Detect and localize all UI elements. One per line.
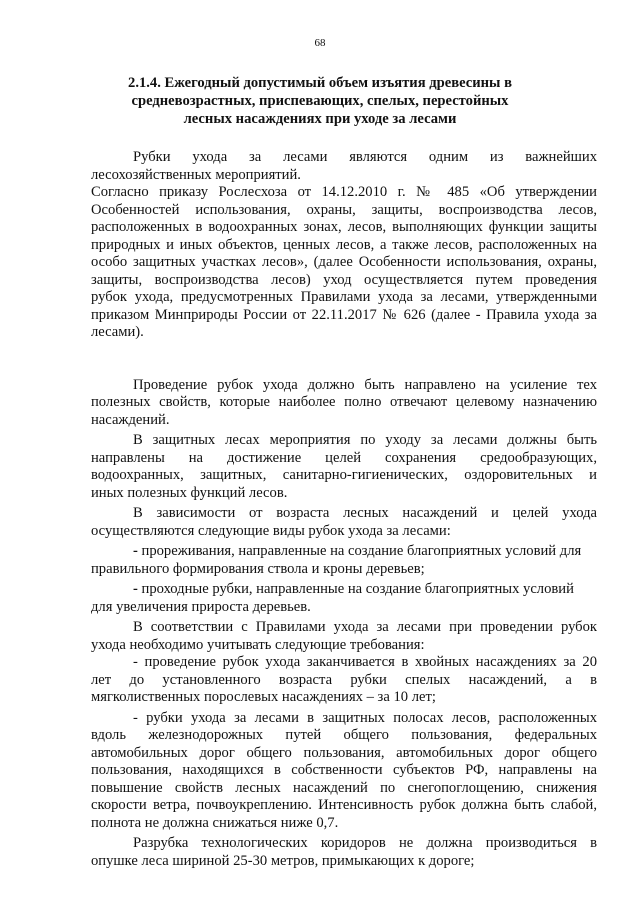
text-line: вдоль железнодорожных путей общего пользования, федеральных <box>91 727 597 743</box>
text-line: правильного формирования ствола и кроны деревьев; <box>91 560 425 577</box>
text-line: скорости ветра, почвоукреплению. Интенсивность рубок должна быть слабой, <box>91 797 597 813</box>
text-line: повышение свойств лесных насаждений по снегопоглощению, снижения <box>91 779 597 796</box>
bullet-item <box>91 543 597 578</box>
text-line: особо защитных участках лесов», (далее Особенности использования, охраны, <box>91 254 597 270</box>
heading-line: 2.1.4. Ежегодный допустимый объем изъятия древесины в <box>128 75 512 91</box>
text-line: иных полезных функций лесов. <box>91 484 288 501</box>
text-line: водоохранных, защитных, санитарно-гигиенических, оздоровительных и <box>91 467 597 483</box>
paragraph <box>91 835 597 870</box>
paragraph <box>91 184 597 342</box>
text-line: лесами). <box>91 324 144 340</box>
text-line: В соответствии с Правилами ухода за лесами при проведении рубок <box>133 619 597 635</box>
text-line: насаждений. <box>91 411 170 428</box>
text-line: Рубки ухода за лесами являются одним из важнейших <box>133 149 597 165</box>
heading-line: средневозрастных, приспевающих, спелых, перестойных <box>131 93 509 109</box>
bullet-item <box>91 581 597 616</box>
text-line: полнота не должна снижаться ниже 0,7. <box>91 814 339 831</box>
text-line: лесохозяйственных мероприятий. <box>91 166 301 183</box>
text-line <box>91 543 597 561</box>
bullet-text: прореживания, направленные на создание благоприятных условий для <box>137 543 582 559</box>
text-line: расположенных в водоохранных зонах, лесов, выполняющих функции защиты <box>91 219 597 235</box>
text-line: осуществляются следующие виды рубок ухода за лесами: <box>91 522 451 539</box>
text-line: Проведение рубок ухода должно быть направлено на усиление тех <box>133 376 597 393</box>
requirement-item <box>91 710 597 833</box>
text-line: В зависимости от возраста лесных насаждений и целей ухода <box>133 505 597 521</box>
text-line: опушке леса шириной 25-30 метров, примыкающих к дороге; <box>91 852 475 869</box>
paragraph <box>91 619 597 654</box>
text-line: - проведение рубок ухода заканчивается в хвойных насаждениях за 20 <box>133 654 597 670</box>
text-line: направлены на достижение целей сохранения средообразующих, <box>91 449 597 466</box>
text-line: Разрубка технологических коридоров не должна производиться в <box>133 835 597 851</box>
text-line: - рубки ухода за лесами в защитных полосах лесов, расположенных <box>133 709 597 726</box>
text-line: пользования, находящихся в собственности субъектов РФ, направлены на <box>91 762 597 778</box>
bullet-text: проходные рубки, направленные на создание благоприятных условий <box>137 581 574 597</box>
bullet-dash: - <box>133 543 138 559</box>
paragraph-gap <box>91 342 597 377</box>
document-body <box>91 149 597 870</box>
page-number: 68 <box>314 37 326 49</box>
text-line: В защитных лесах мероприятия по уходу за лесами должны быть <box>133 432 597 448</box>
text-line: приказом Минприроды России от 22.11.2017 № 626 (далее - Правила ухода за <box>91 306 597 323</box>
paragraph <box>91 377 597 430</box>
text-line: мягколиственных порослевых насаждениях – за 10 лет; <box>91 689 436 705</box>
paragraph <box>91 505 597 540</box>
text-line: для увеличения прироста деревьев. <box>91 598 311 615</box>
heading-line: лесных насаждениях при уходе за лесами <box>183 111 457 127</box>
text-line: ухода необходимо учитывать следующие требования: <box>91 636 425 653</box>
text-line: защиты, воспроизводства лесов) уход осуществляется путем проведения <box>91 271 597 288</box>
text-line <box>91 581 597 599</box>
paragraph <box>91 432 597 502</box>
text-line: Согласно приказу Рослесхоза от 14.12.2010 г. № 485 «Об утверждении <box>91 184 597 200</box>
bullet-dash: - <box>133 581 138 597</box>
text-line: полезных свойств, которые наиболее полно отвечают целевому назначению <box>91 394 597 410</box>
paragraph <box>91 149 597 184</box>
requirement-item <box>91 654 597 707</box>
text-line: рубок ухода, предусмотренных Правилами ухода за лесами, утвержденными <box>91 289 597 305</box>
text-line: автомобильных дорог общего пользования, автомобильных дорог общего <box>91 744 597 761</box>
text-line: лет до установленного возраста рубки спелых насаждений, а в <box>91 671 597 688</box>
section-heading <box>95 74 545 128</box>
text-line: Особенностей использования, охраны, защиты, воспроизводства лесов, <box>91 201 597 218</box>
text-line: природных и иных объектов, ценных лесов, а также лесов, расположенных на <box>91 236 597 253</box>
